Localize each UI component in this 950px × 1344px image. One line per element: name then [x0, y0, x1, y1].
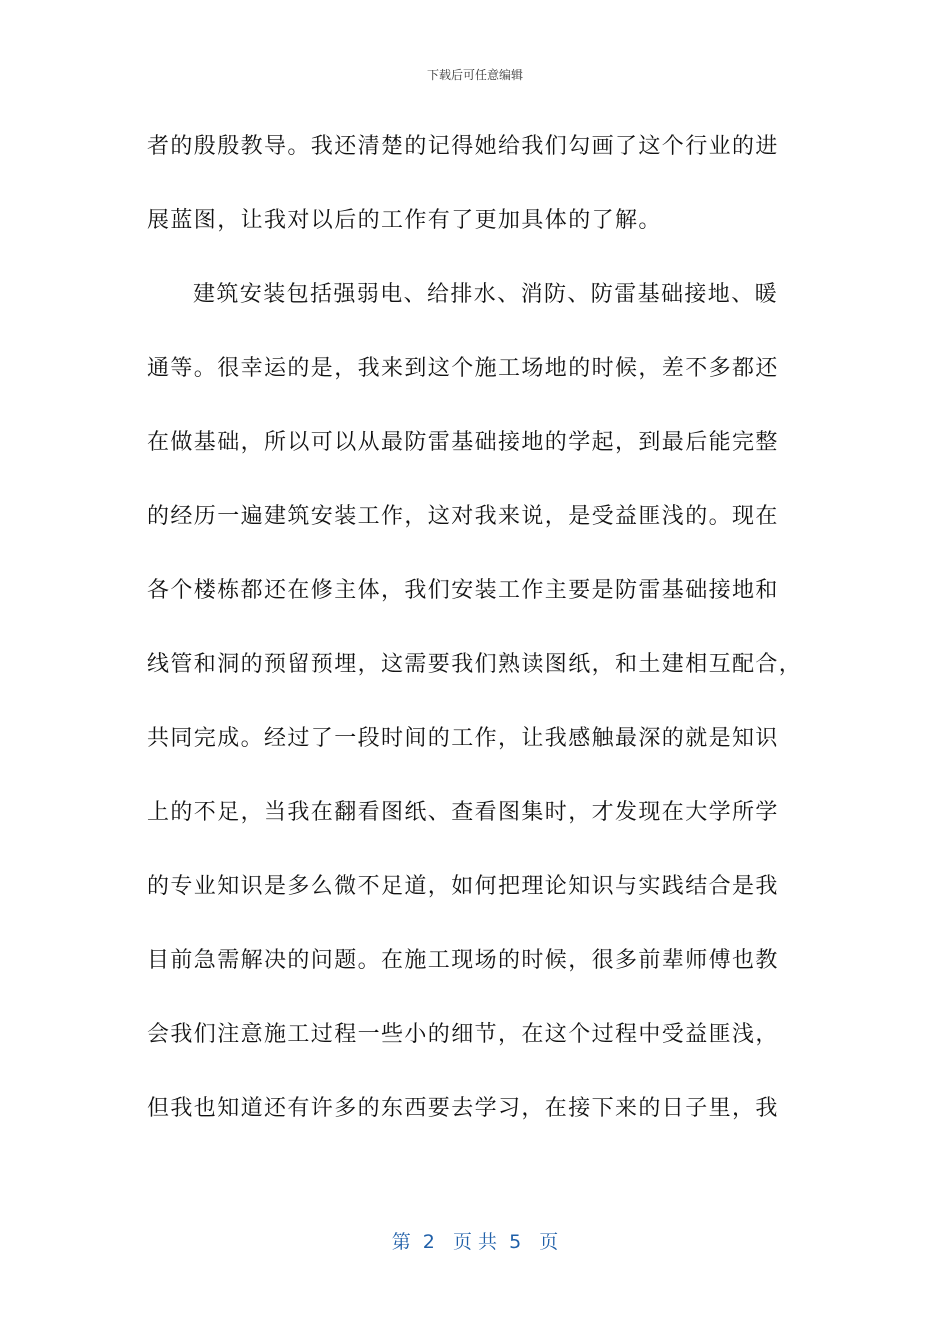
text-line: 者的殷殷教导。我还清楚的记得她给我们勾画了这个行业的进 [147, 134, 779, 159]
text-line: 上的不足，当我在翻看图纸、查看图集时，才发现在大学所学 [147, 800, 779, 825]
text-line: 共同完成。经过了一段时间的工作，让我感触最深的就是知识 [147, 726, 779, 751]
text-line: 线管和洞的预留预埋，这需要我们熟读图纸，和土建相互配合， [147, 652, 803, 677]
text-line: 在做基础，所以可以从最防雷基础接地的学起，到最后能完整 [147, 430, 779, 455]
header-note: 下载后可任意编辑 [426, 68, 523, 82]
page-number-footer: 第 2 页 共 5 页 [391, 1231, 559, 1253]
text-line: 展蓝图，让我对以后的工作有了更加具体的了解。 [147, 208, 662, 233]
text-line: 各个楼栋都还在修主体，我们安装工作主要是防雷基础接地和 [147, 578, 779, 603]
text-line: 但我也知道还有许多的东西要去学习，在接下来的日子里，我 [147, 1096, 779, 1121]
text-line: 的经历一遍建筑安装工作，这对我来说，是受益匪浅的。现在 [147, 504, 779, 529]
text-line: 目前急需解决的问题。在施工现场的时候，很多前辈师傅也教 [147, 948, 779, 973]
body-text [147, 125, 807, 1161]
text-line: 通等。很幸运的是，我来到这个施工场地的时候，差不多都还 [147, 356, 779, 381]
paragraph-start-line: 建筑安装包括强弱电、给排水、消防、防雷基础接地、暖 [193, 282, 779, 307]
text-line: 会我们注意施工过程一些小的细节，在这个过程中受益匪浅， [147, 1022, 779, 1047]
text-line: 的专业知识是多么微不足道，如何把理论知识与实践结合是我 [147, 874, 779, 899]
